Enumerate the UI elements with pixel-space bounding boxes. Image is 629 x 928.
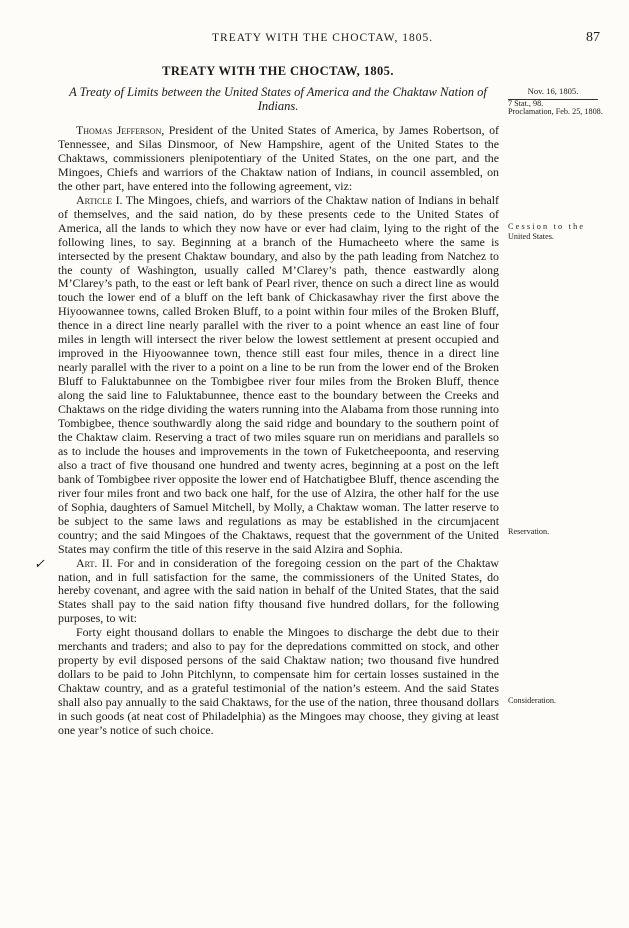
margin-cession-line2: United States. [508,231,554,241]
margin-date-text: Nov. 16, 1805. [508,87,598,100]
margin-consideration: Consideration. [508,696,556,705]
margin-cession [508,222,620,242]
running-head [0,30,629,46]
page-title: TREATY WITH THE CHOCTAW, 1805. [162,64,394,78]
page-number: 87 [586,30,600,45]
margin-stat: 7 Stat., 98. [508,99,544,108]
article-2-lead: Art. II. [76,555,113,570]
preamble-paragraph [58,124,499,194]
pencil-tick-mark: ✓ [34,556,45,571]
preamble-lead: Thomas Jefferson [76,123,162,137]
running-head-title: TREATY WITH THE CHOCTAW, 1805. [212,32,434,44]
article-1-text: The Mingoes, chiefs, and warriors of the Chaktaw nation of Indians in behalf of themselves, and the said nation, do by these presents cede to the United States of America, all the lands to which they now have or ever had claim, lying to the right of the following lines, to say. Beginning at a branch of the Humacheeto where the same is intersected by the present Chaktaw boundary, and also by the path leading from Natchez to the county of Washington, usually called M’Clarey’s path, thence eastwardly along M’Clarey’s path, to the east or left bank of Pearl river, thence on such a direct line as would touch the lower end of a bluff on the left bank of Chickasawhay river the first above the Hiyoowannee towns, called Broken Bluff, to a point within four miles of the Broken Bluff, thence in a direct line nearly parallel with the river to a point whence an east line of four miles in length will intersect the river below the lowest settlement at present occupied and improved in the Hiyoowannee town, thence still east four miles, thence in a direct line nearly parallel with the river to a point on a line to be run from the lower end of the Broken Bluff to Faluktabunnee on the Tombigbee river four miles from the Broken Bluff, thence along the said line to Faluktabunnee, thence east to the boundary between the Creeks and Chaktaws on the ridge dividing the waters running into the Alabama from those running into Tombigbee, thence southwardly along the said ridge and boundary to the southern point of the Chaktaw claim. [58,192,499,444]
article-2-text: For and in consideration of the foregoing cession on the part of the Chaktaw nation, and in full satisfaction for the same, the commissioners of the United States, do hereby covenant, and agree with the said nation in behalf of the United States, that the said States shall pay to the said nation fifty thousand five hundred dollars, for the following purposes, to wit: [58,555,500,626]
article-2-paragraph [58,557,499,627]
article-1-paragraph [58,194,499,557]
article-1-reservation-text: Reserving a tract of two miles square run on meridians and parallels so as to include the houses and improvements in the town of Fuketcheepoonta, and reserving also a tract of five thousand one hundred and twenty acres, beginning at a post on the left bank of Tombigbee river opposite the lower end of Hatchatigbee Bluff, thence ascending the river four miles front and two back one half, for the use of Alzira, the other half for the use of Sophia, daughters of Samuel Mitchell, by Molly, a Chaktaw woman. The latter reserve to be subject to the same laws and regulations as may be established in the circumjacent country; and the said Mingoes of the Chaktaws, request that the government of the United States may confirm the title of this reserve in the said Alzira and Sophia. [58,429,499,556]
article-2-paragraph-2: Forty eight thousand dollars to enable the Mingoes to discharge the debt due to their merchants and traders; and also to pay for the depredations committed on stock, and other property by evil disposed persons of the said Chaktaw nation; two thousand five hundred dollars to be paid to John Pitchlynn, to compensate him for certain losses sustained in the Chaktaw country, and as a grateful testimonial of the nation’s esteem. And the said States shall also pay annually to the said Chaktaws, for the use of the nation, three thousand dollars in such goods (at neat cost of Philadelphia) as the Mingoes may choose, they giving at least one year’s notice of such choice. [58,625,499,737]
treaty-body [58,124,499,738]
preamble-text: , President of the United States of America, by James Robertson, of Tennessee, and Silas Dinsmoor, of New Hampshire, agent of the United States to the Chaktaws, commissioners plenipotentiary of the United States, on the one part, and the Mingoes, Chiefs and warriors of the Chaktaw nation of Indians, in council assembled, on the other part, have entered into the following agreement, viz: [58,123,499,193]
treaty-subtitle: A Treaty of Limits between the United States of America and the Chaktaw Nation of Indians. [69,85,487,113]
margin-reservation: Reservation. [508,527,550,536]
margin-proclamation: Proclamation, Feb. 25, 1808. [508,107,603,116]
article-1-lead: Article I. [76,192,123,207]
margin-cession-line1: Cession to the [508,222,586,231]
